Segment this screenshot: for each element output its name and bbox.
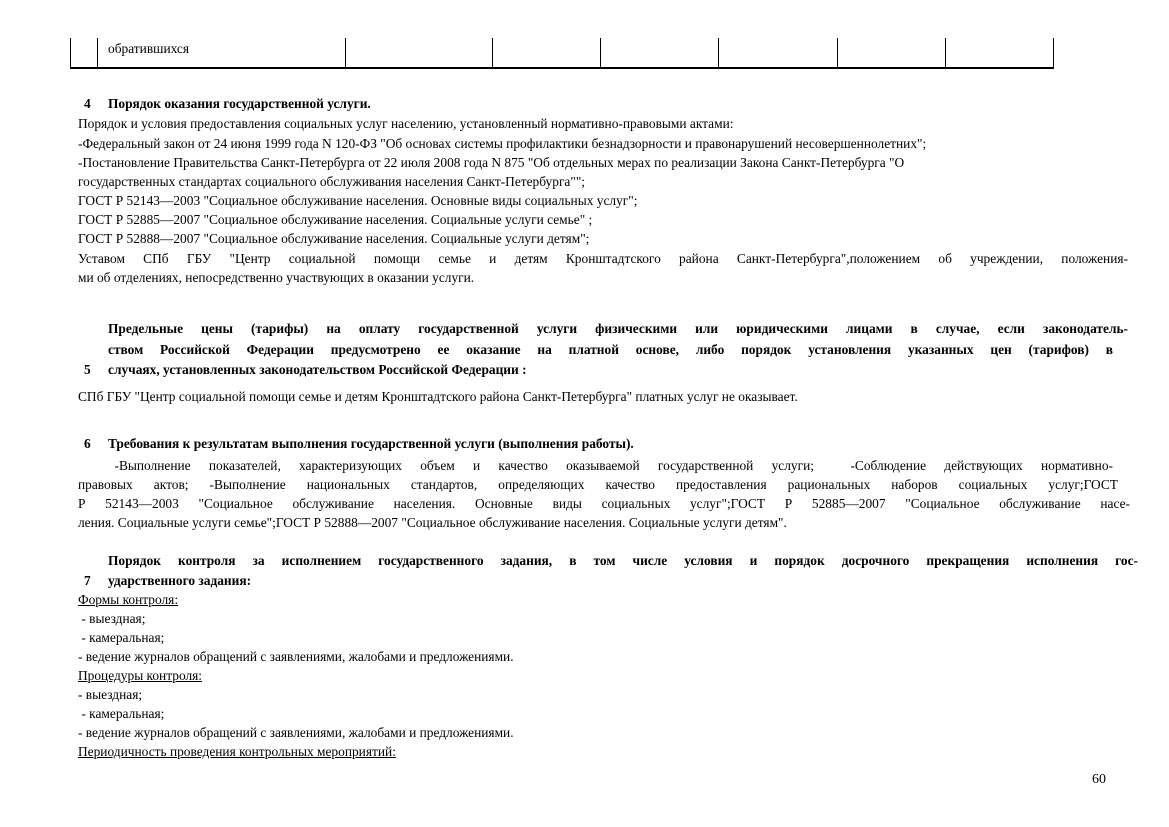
table-cell-text: обратившихся bbox=[108, 41, 190, 56]
list-item: - камеральная; bbox=[78, 630, 165, 645]
procedures-heading: Процедуры контроля: bbox=[78, 668, 203, 683]
paragraph-line: -Постановление Правительства Санкт-Петербурга от 22 июля 2008 года N 875 "Об отдельных мерах по реализации Закона Санкт-Петербурга "О bbox=[78, 155, 905, 170]
table-cell-divider bbox=[600, 38, 601, 68]
section-number: 7 bbox=[84, 573, 91, 588]
list-item: - камеральная; bbox=[78, 706, 165, 721]
page-number: 60 bbox=[1092, 772, 1106, 787]
periodicity-heading: Периодичность проведения контрольных мероприятий: bbox=[78, 744, 396, 759]
section-title-line: Порядок контроля за исполнением государственного задания, в том числе условия и порядок досрочного прекращения исполнения гос- bbox=[108, 553, 1138, 568]
paragraph-line: ГОСТ Р 52143—2003 "Социальное обслуживание населения. Основные виды социальных услуг"; bbox=[78, 193, 638, 208]
paragraph-line: Р 52143—2003 "Социальное обслуживание населения. Основные виды социальных услуг";ГОСТ Р 52885—2007 "Социальное обслуживание насе- bbox=[78, 496, 1130, 511]
paragraph-line: -Федеральный закон от 24 июня 1999 года N 120-ФЗ "Об основах системы профилактики безнадзорности и правонарушений несовершеннолетних"; bbox=[78, 136, 927, 151]
section-title-line: ством Российской Федерации предусмотрено ее оказание на платной основе, либо порядок установления указанных цен (тарифов) в bbox=[108, 342, 1113, 357]
forms-heading: Формы контроля: bbox=[78, 592, 179, 607]
section-number: 6 bbox=[84, 436, 91, 451]
section-title-line: ударственного задания: bbox=[108, 573, 252, 588]
list-item: - ведение журналов обращений с заявлениями, жалобами и предложениями. bbox=[78, 649, 514, 664]
paragraph-line: ГОСТ Р 52888—2007 "Социальное обслуживание населения. Социальные услуги детям"; bbox=[78, 231, 590, 246]
paragraph-line: ми об отделениях, непосредственно участвующих в оказании услуги. bbox=[78, 270, 475, 285]
list-item: - ведение журналов обращений с заявлениями, жалобами и предложениями. bbox=[78, 725, 514, 740]
list-item: - выездная; bbox=[78, 611, 146, 626]
paragraph-line: ГОСТ Р 52885—2007 "Социальное обслуживание населения. Социальные услуги семье" ; bbox=[78, 212, 593, 227]
table-cell-divider bbox=[492, 38, 493, 68]
paragraph-line: ления. Социальные услуги семье";ГОСТ Р 52888—2007 "Социальное обслуживание населения. Социальные услуги детям". bbox=[78, 515, 787, 530]
table-cell-divider bbox=[718, 38, 719, 68]
section-title: Порядок оказания государственной услуги. bbox=[108, 96, 371, 111]
section-title-line: случаях, установленных законодательством Российской Федерации : bbox=[108, 362, 527, 377]
paragraph-line: -Выполнение показателей, характеризующих объем и качество оказываемой государственной услуги; -Соблюдение действующих нормативно- bbox=[78, 458, 1113, 473]
table-cell-divider bbox=[945, 38, 946, 68]
paragraph-line: правовых актов; -Выполнение национальных стандартов, определяющих качество предоставления рациональных наборов социальных услуг;ГОСТ bbox=[78, 477, 1118, 492]
section-title-line: Предельные цены (тарифы) на оплату государственной услуги физическими или юридическими лицами в случае, если законодатель- bbox=[108, 321, 1128, 336]
table-border-right bbox=[1053, 38, 1054, 68]
paragraph-line: СПб ГБУ "Центр социальной помощи семье и детям Кронштадтского района Санкт-Петербурга" платных услуг не оказывает. bbox=[78, 389, 798, 404]
table-border-left bbox=[70, 38, 71, 68]
section-number: 5 bbox=[84, 362, 91, 377]
list-item: - выездная; bbox=[78, 687, 143, 702]
paragraph-line: Уставом СПб ГБУ "Центр социальной помощи семье и детям Кронштадтского района Санкт-Петербурга",положением об учреждении, положения- bbox=[78, 251, 1128, 266]
paragraph-line: Порядок и условия предоставления социальных услуг населению, установленный нормативно-правовыми актами: bbox=[78, 116, 734, 131]
table-cell-divider bbox=[837, 38, 838, 68]
table-cell-divider bbox=[345, 38, 346, 68]
section-number: 4 bbox=[84, 96, 91, 111]
table-cell-divider bbox=[97, 38, 98, 68]
paragraph-line: государственных стандартах социального обслуживания населения Санкт-Петербурга""; bbox=[78, 174, 586, 189]
table-border-bottom bbox=[70, 67, 1054, 69]
section-title: Требования к результатам выполнения государственной услуги (выполнения работы). bbox=[108, 436, 634, 451]
